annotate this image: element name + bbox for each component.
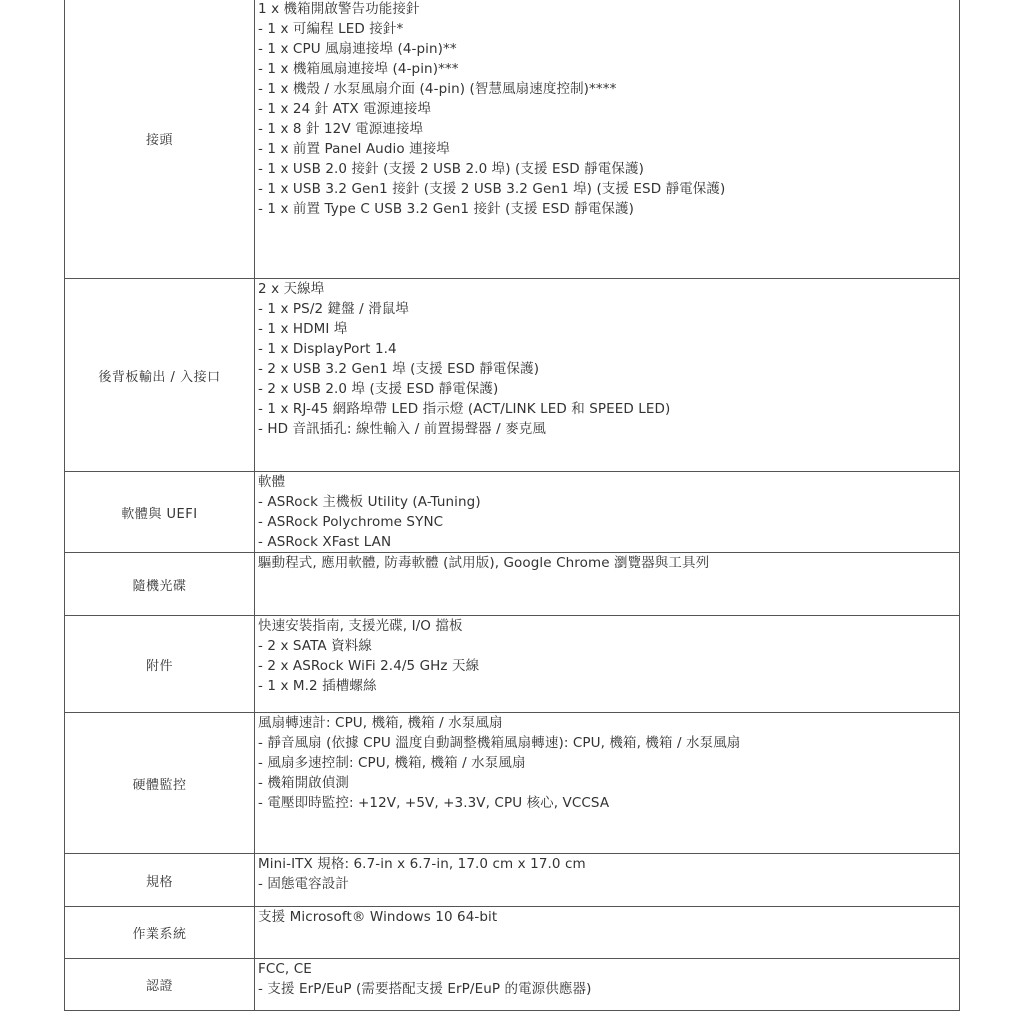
spec-line: - 1 x CPU 風扇連接埠 (4-pin)** xyxy=(258,41,457,57)
spec-label: 作業系統 xyxy=(65,907,255,959)
spec-value xyxy=(255,854,960,907)
spec-line: - 1 x 前置 Type C USB 3.2 Gen1 接針 (支援 ESD 靜電保護) xyxy=(258,201,634,217)
spec-line: 快速安裝指南, 支援光碟, I/O 擋板 xyxy=(258,618,463,634)
spec-line: - 1 x 機箱風扇連接埠 (4-pin)*** xyxy=(258,61,459,77)
spec-row-rear-io xyxy=(65,279,960,472)
spec-line: - 1 x DisplayPort 1.4 xyxy=(258,341,397,357)
spec-line: - 1 x 前置 Panel Audio 連接埠 xyxy=(258,141,450,157)
spec-line: - 2 x USB 3.2 Gen1 埠 (支援 ESD 靜電保護) xyxy=(258,361,540,377)
spec-value xyxy=(255,0,960,279)
spec-line: - ASRock Polychrome SYNC xyxy=(258,514,444,530)
spec-line: - 1 x HDMI 埠 xyxy=(258,321,348,337)
spec-row-os xyxy=(65,907,960,959)
spec-label: 隨機光碟 xyxy=(65,553,255,616)
spec-line: - 電壓即時監控: +12V, +5V, +3.3V, CPU 核心, VCCSA xyxy=(258,795,610,811)
spec-line: - 1 x USB 2.0 接針 (支援 2 USB 2.0 埠) (支援 ESD 靜電保護) xyxy=(258,161,644,177)
spec-row-support-cd xyxy=(65,553,960,616)
spec-line: - 靜音風扇 (依據 CPU 溫度自動調整機箱風扇轉速): CPU, 機箱, 機箱 / 水泵風扇 xyxy=(258,735,741,751)
spec-line: 1 x 機箱開啟警告功能接針 xyxy=(258,1,420,17)
spec-row-software-uefi xyxy=(65,472,960,553)
spec-line: 2 x 天線埠 xyxy=(258,281,325,297)
spec-line: - ASRock 主機板 Utility (A-Tuning) xyxy=(258,494,481,510)
spec-line: - 1 x M.2 插槽螺絲 xyxy=(258,678,377,694)
spec-line: - 2 x ASRock WiFi 2.4/5 GHz 天線 xyxy=(258,658,480,674)
spec-row-certifications xyxy=(65,959,960,1011)
spec-label: 硬體監控 xyxy=(65,713,255,854)
spec-value xyxy=(255,553,960,616)
spec-label: 軟體與 UEFI xyxy=(65,472,255,553)
spec-table xyxy=(64,0,960,1011)
spec-line: - 1 x 8 針 12V 電源連接埠 xyxy=(258,121,424,137)
spec-line: - 2 x USB 2.0 埠 (支援 ESD 靜電保護) xyxy=(258,381,499,397)
spec-line: Mini-ITX 規格: 6.7-in x 6.7-in, 17.0 cm x 17.0 cm xyxy=(258,856,586,872)
spec-line: FCC, CE xyxy=(258,961,312,977)
spec-value xyxy=(255,959,960,1011)
spec-label: 認證 xyxy=(65,959,255,1011)
spec-line: - 1 x 機殼 / 水泵風扇介面 (4-pin) (智慧風扇速度控制)**** xyxy=(258,81,617,97)
spec-line: - 機箱開啟偵測 xyxy=(258,775,349,791)
spec-line: - 風扇多速控制: CPU, 機箱, 機箱 / 水泵風扇 xyxy=(258,755,526,771)
spec-line: 驅動程式, 應用軟體, 防毒軟體 (試用版), Google Chrome 瀏覽器與工具列 xyxy=(258,555,710,571)
spec-line: 風扇轉速計: CPU, 機箱, 機箱 / 水泵風扇 xyxy=(258,715,503,731)
spec-row-form-factor xyxy=(65,854,960,907)
spec-value xyxy=(255,279,960,472)
spec-value xyxy=(255,713,960,854)
spec-line: 支援 Microsoft® Windows 10 64-bit xyxy=(258,909,498,925)
spec-line: 軟體 xyxy=(258,474,286,490)
spec-row-hardware-monitor xyxy=(65,713,960,854)
spec-line: - 1 x RJ-45 網路埠帶 LED 指示燈 (ACT/LINK LED 和 SPEED LED) xyxy=(258,401,671,417)
spec-line: - ASRock XFast LAN xyxy=(258,534,392,550)
spec-value xyxy=(255,616,960,713)
spec-line: - 支援 ErP/EuP (需要搭配支援 ErP/EuP 的電源供應器) xyxy=(258,981,592,997)
spec-line: - HD 音訊插孔: 線性輸入 / 前置揚聲器 / 麥克風 xyxy=(258,421,547,437)
spec-value xyxy=(255,907,960,959)
spec-line: - 1 x 24 針 ATX 電源連接埠 xyxy=(258,101,432,117)
spec-row-connectors xyxy=(65,0,960,279)
spec-line: - 固態電容設計 xyxy=(258,876,349,892)
spec-row-accessories xyxy=(65,616,960,713)
spec-line: - 1 x PS/2 鍵盤 / 滑鼠埠 xyxy=(258,301,409,317)
spec-value xyxy=(255,472,960,553)
spec-line: - 1 x 可編程 LED 接針* xyxy=(258,21,404,37)
spec-label: 接頭 xyxy=(65,0,255,279)
spec-line: - 2 x SATA 資料線 xyxy=(258,638,372,654)
spec-line: - 1 x USB 3.2 Gen1 接針 (支援 2 USB 3.2 Gen1 埠) (支援 ESD 靜電保護) xyxy=(258,181,726,197)
spec-label: 規格 xyxy=(65,854,255,907)
spec-label: 後背板輸出 / 入接口 xyxy=(65,279,255,472)
spec-label: 附件 xyxy=(65,616,255,713)
